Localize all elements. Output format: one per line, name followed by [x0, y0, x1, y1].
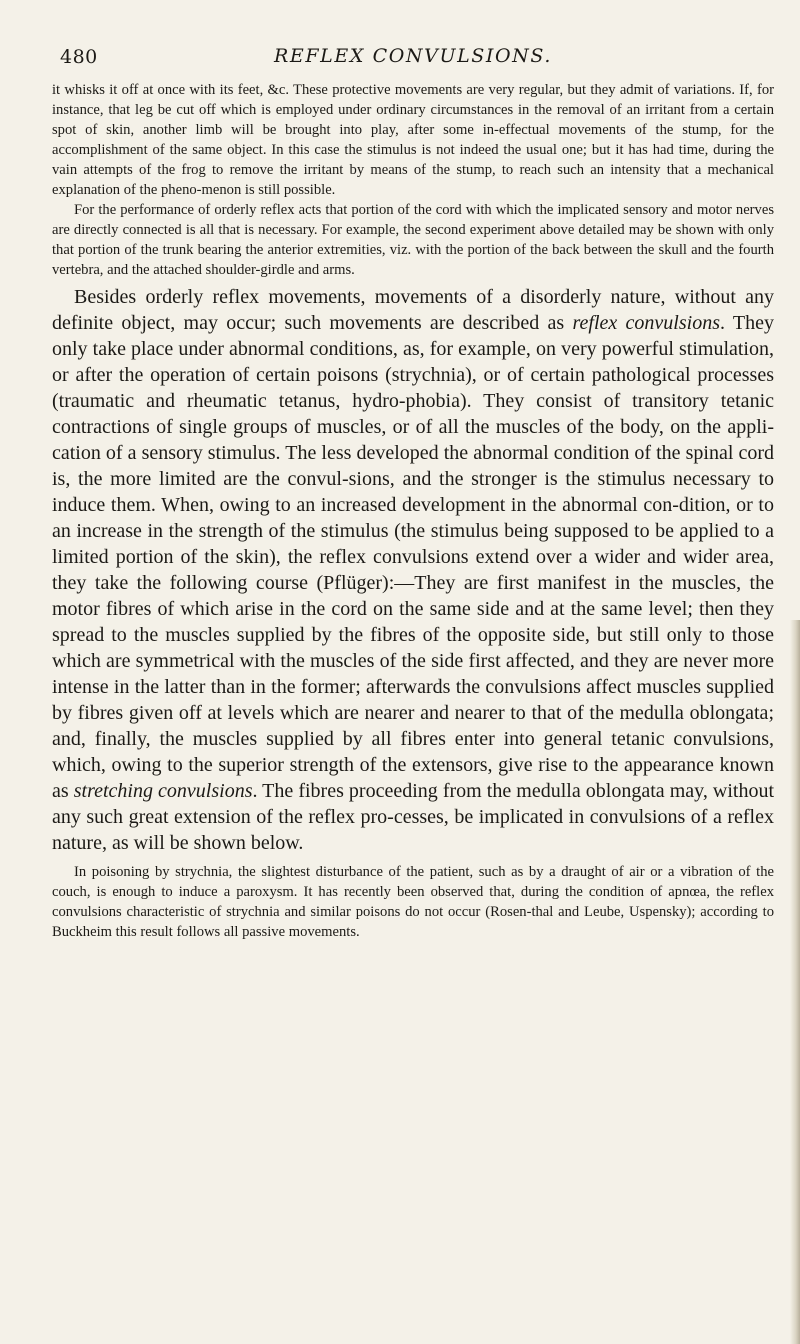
paragraph-protective-movements: it whisks it off at once with its feet, &c. These protective movements are very regular, but they admit of variations. If, for instance, that leg be cut off which is employed under ordinary circumstances in the removal of an irritant from a certain spot of skin, another limb will be brought into play, after some in-effectual movements of the stump, for the accomplishment of the same object. In this case the stimulus is not indeed the usual one; but it has had time, during the vain attempts of the frog to remove the irritant by means of the stump, to reach such an intensity that a mechanical explanation of the pheno-menon is still possible. — [52, 82, 774, 198]
paragraph-text-part: Besides orderly reflex movements, movements of a disorderly nature, without any definite object, may occur; such movements are described as — [52, 286, 774, 334]
running-head: REFLEX CONVULSIONS. — [273, 45, 552, 67]
paragraph-orderly-reflex: For the performance of orderly reflex acts that portion of the cord with which the implicated sensory and motor nerves are directly connected is all that is necessary. For example, the second experiment above detailed may be shown with only that portion of the trunk bearing the anterior extremities, viz. with the portion of the back between the skull and the fourth vertebra, and the attached shoulder-girdle and arms. — [52, 202, 774, 278]
page-number: 480 — [60, 46, 98, 68]
paragraph-reflex-convulsions — [52, 284, 774, 856]
paragraph-text-part: . They only take place under abnormal conditions, as, for example, on very powerful stimulation, or after the operation of certain poisons (strychnia), or of certain pathological processes (traumatic and rheumatic tetanus, hydro-phobia). They consist of transitory tetanic contractions of single groups of muscles, or of all the muscles of the body, on the appli-cation of a sensory stimulus. The less developed the abnormal condition of the spinal cord is, the more limited are the convul-sions, and the stronger is the stimulus necessary to induce them. When, owing to an increased development in the abnormal con-dition, or to an increase in the strength of the stimulus (the stimulus being supposed to be applied to a limited portion of the skin), the reflex convulsions extend over a wider and wider area, they take the following course (Pflüger):—They are first manifest in the muscles, the motor fibres of which arise in the cord on the same side and at the same level; then they spread to the muscles supplied by the fibres of the opposite side, but still only to those which are symmetrical with the muscles of the side first affected, and they are never more intense in the latter than in the former; afterwards the convulsions affect muscles supplied by fibres given off at levels which are nearer and nearer to that of the medulla oblongata; and, finally, the muscles supplied by all fibres enter into general tetanic convulsions, which, owing to the superior strength of the extensors, give rise to the appearance known as — [52, 312, 775, 802]
paragraph-text-part: . The fibres proceeding from the medulla oblongata may, without any such great extension of the reflex pro-cesses, be implicated in convulsions of a reflex nature, as will be shown below. — [52, 780, 775, 854]
page-header — [52, 42, 774, 72]
term-stretching-convulsions: stretching convulsions — [73, 780, 253, 802]
term-reflex-convulsions: reflex convulsions — [572, 312, 720, 334]
page-edge-shadow — [790, 620, 800, 1344]
paragraph-strychnia-note: In poisoning by strychnia, the slightest disturbance of the patient, such as by a draught of air or a vibration of the couch, is enough to induce a paroxysm. It has recently been observed that, during the condition of apnœa, the reflex convulsions characteristic of strychnia and similar poisons do not occur (Rosen-thal and Leube, Uspensky); according to Buckheim this result follows all passive movements. — [52, 864, 774, 940]
